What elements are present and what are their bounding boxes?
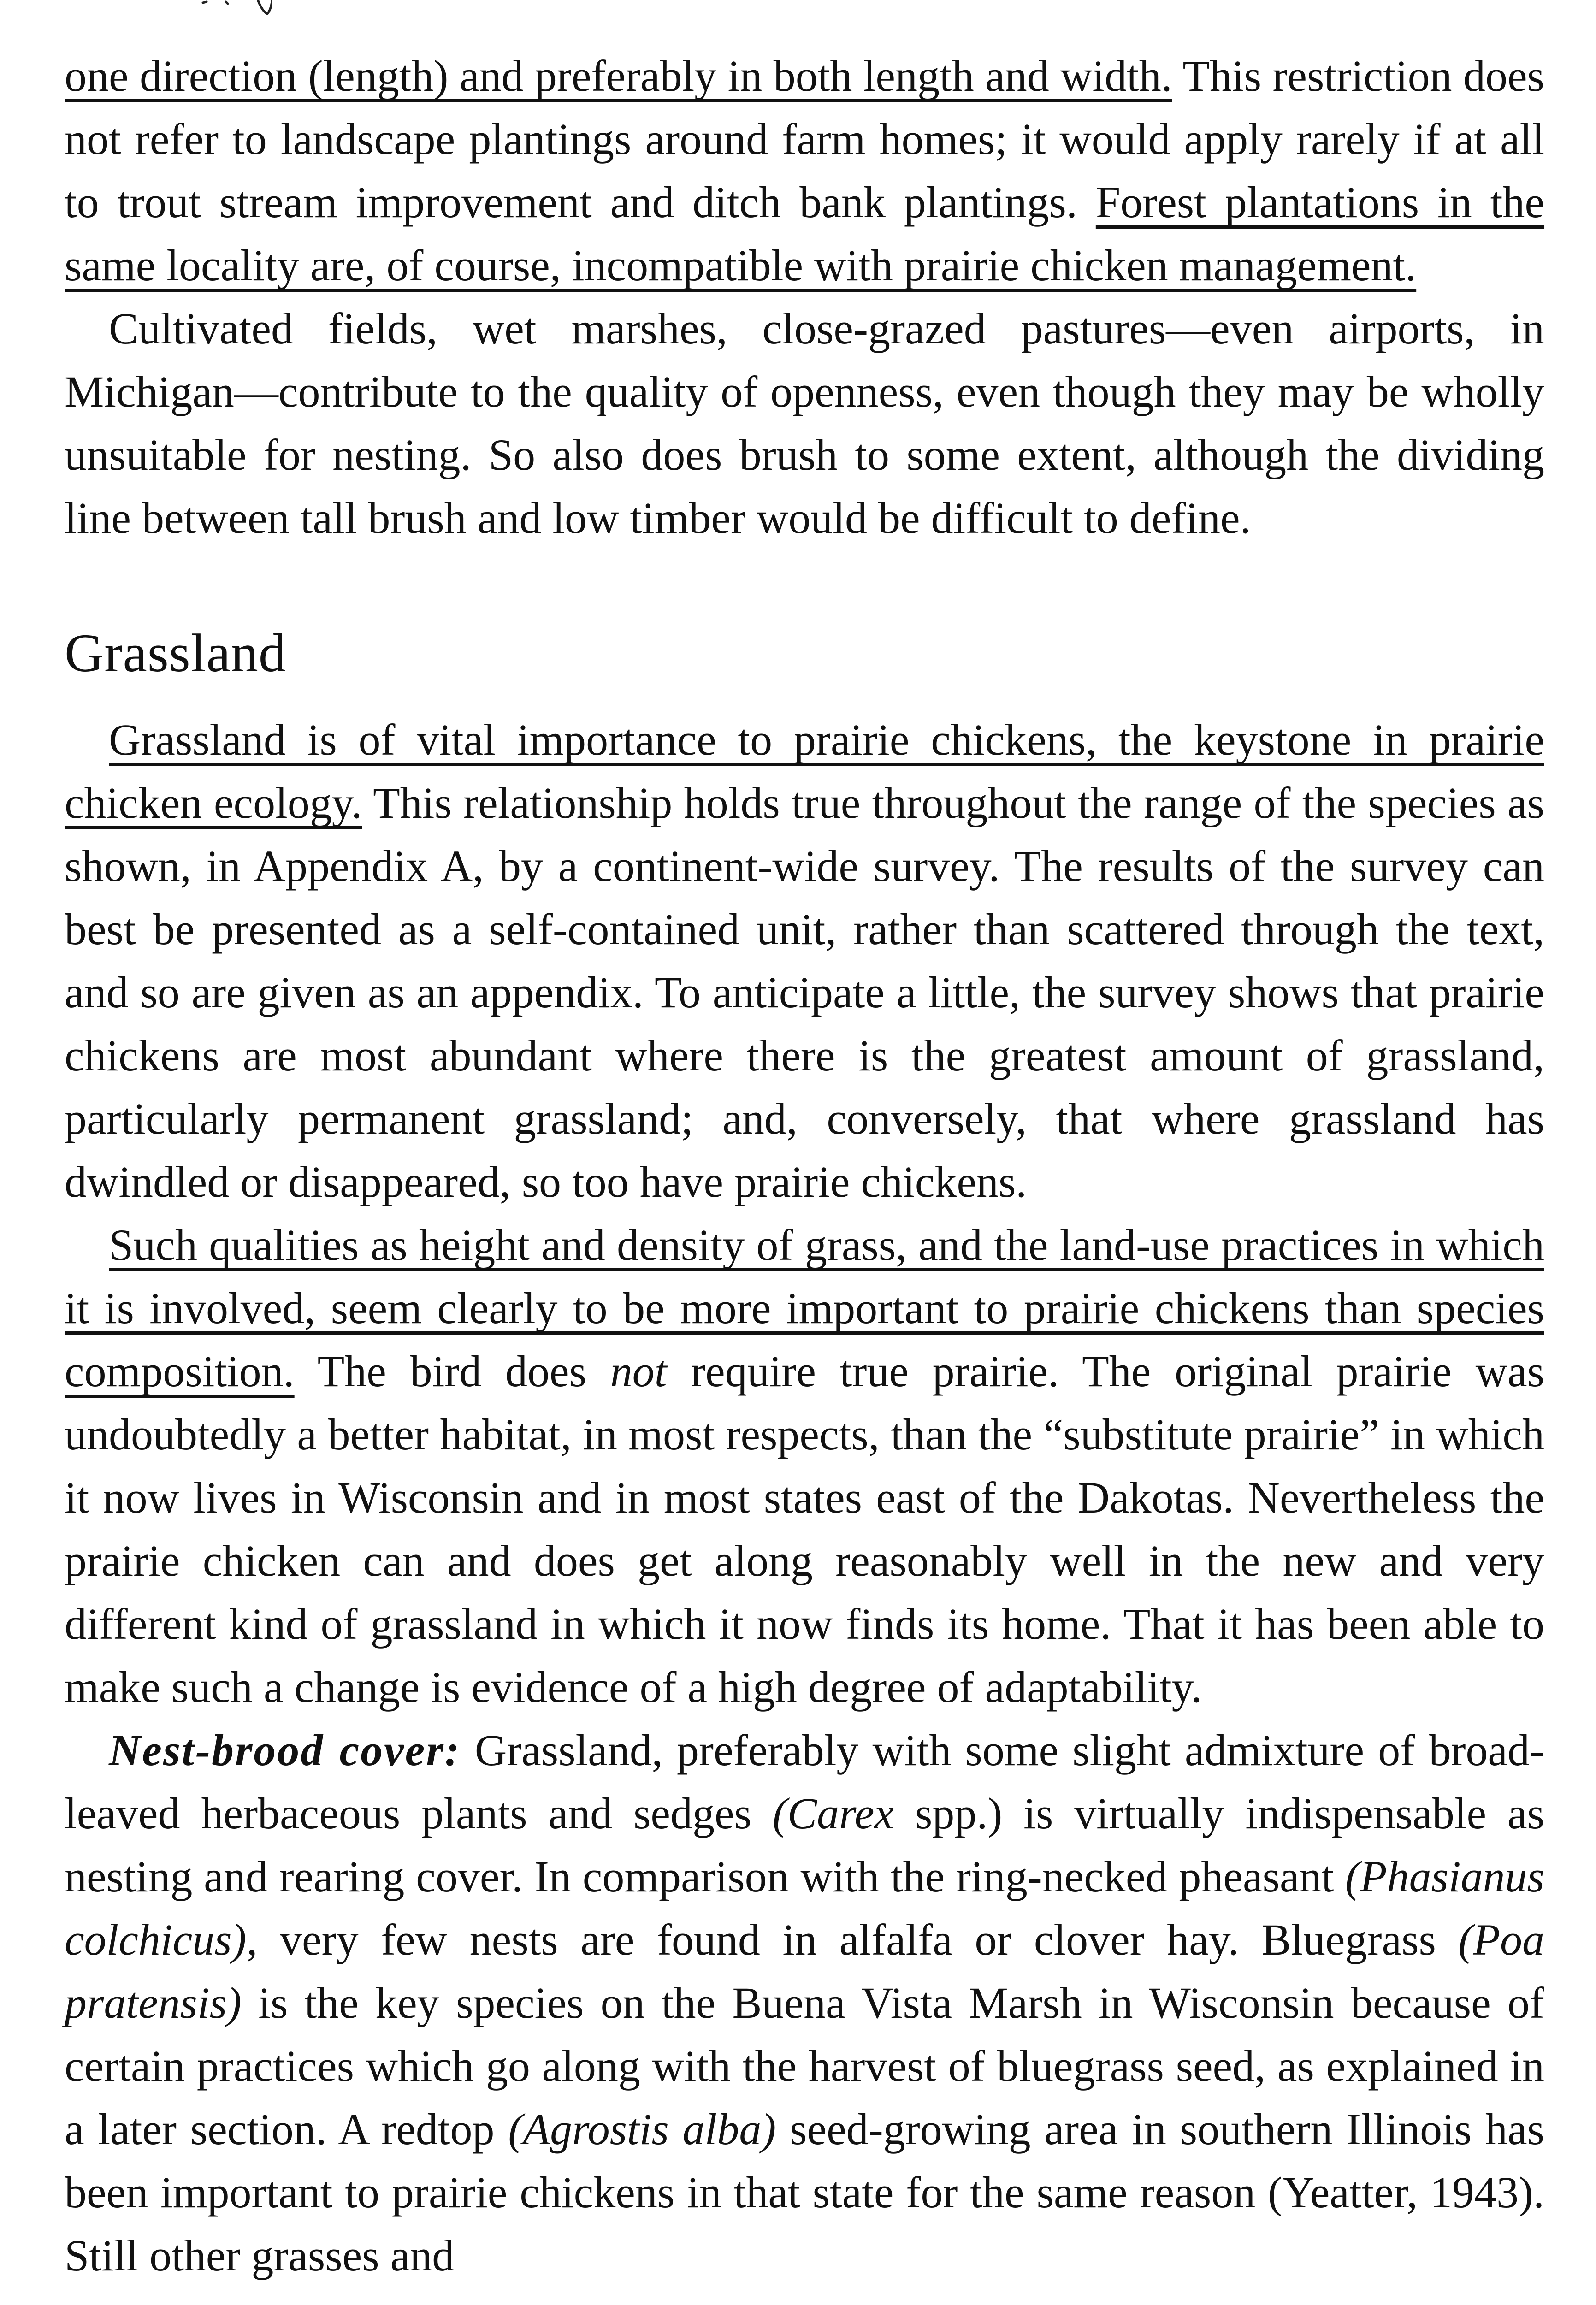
body-text: Cultivated fields, wet marshes, close-grazed pastures—even airports, in Michigan—contribute to the quality of openness, even though they may be wholly unsuitable for nesting. So also does brush to some extent, although the dividing line between tall brush and low timber would be difficult to define. <box>65 304 1544 543</box>
paragraph-openness-continued <box>65 44 1544 297</box>
underlined-passage: Such qualities as height and density of grass, and the land-use practices in which it is involved, seem clearly to be more important to prairie chickens than species composition. <box>65 1220 1544 1396</box>
body-text: This restriction does not refer to landscape plantings around farm homes; it would apply rarely if at all to trout stream improvement and ditch bank plantings. <box>65 51 1545 227</box>
species-name: (Carex <box>772 1789 894 1838</box>
species-name: (Agrostis alba) <box>508 2104 776 2154</box>
paragraph-grass-qualities <box>65 1213 1544 1719</box>
underlined-passage: Grassland is of vital importance to prairie chickens, the keystone in prairie chicken ecology. <box>65 715 1544 827</box>
paragraph-nest-brood-cover <box>65 1719 1544 2287</box>
body-text: The bird does <box>294 1347 610 1396</box>
paragraph-openness-qualities <box>65 297 1544 550</box>
underlined-passage: Forest plantations in the same locality are, of course, incompatible with prairie chicken management. <box>65 177 1545 290</box>
body-text: This relationship holds true throughout the range of the species as shown, in Appendix A, by a continent-wide survey. The results of the survey can best be presented as a self-contained unit, rather than scattered through the text, and so are given as an appendix. To anticipate a little, the survey shows that prairie chickens are most abundant where there is the greatest amount of grassland, particularly permanent grassland; and, conversely, that where grassland has dwindled or disappeared, so too have prairie chickens. <box>65 778 1545 1206</box>
body-text: Grassland, preferably with some slight admixture of broad-leaved herbaceous plants and sedges <box>65 1726 1544 1838</box>
body-text: very few nests are found in alfalfa or clover hay. Bluegrass <box>257 1915 1459 1964</box>
species-name: (Poa pratensis) <box>65 1915 1544 2027</box>
species-name: (Phasianus colchicus), <box>65 1852 1544 1964</box>
underlined-passage: one direction (length) and preferably in both length and width. <box>65 51 1172 100</box>
section-heading-grassland: Grassland <box>65 623 286 683</box>
body-text: is the key species on the Buena Vista Marsh in Wisconsin because of certain practices which go along with the harvest of bluegrass seed, as explained in a later section. A redtop <box>65 1978 1544 2154</box>
run-in-heading: Nest-brood cover: <box>109 1726 461 1775</box>
body-text: seed-growing area in southern Illinois has been important to prairie chickens in that state for the same reason (Yeatter, 1943). Still other grasses and <box>65 2104 1545 2280</box>
pen-mark-fragment <box>198 0 272 18</box>
body-text: spp.) is virtually indispensable as nesting and rearing cover. In comparison with the ring-necked pheasant <box>65 1789 1545 1901</box>
emphasis-text: not <box>610 1347 667 1396</box>
body-text: require true prairie. The original prairie was undoubtedly a better habitat, in most respects, than the “substitute prairie” in which it now lives in Wisconsin and in most states east of the Dakotas. Nevertheless the prairie chicken can and does get along reasonably well in the new and very different kind of grassland in which it now finds its home. That it has been able to make such a change is evidence of a high degree of adaptability. <box>65 1347 1545 1712</box>
text-column <box>65 44 1544 2287</box>
paragraph-grassland-importance <box>65 708 1544 1213</box>
